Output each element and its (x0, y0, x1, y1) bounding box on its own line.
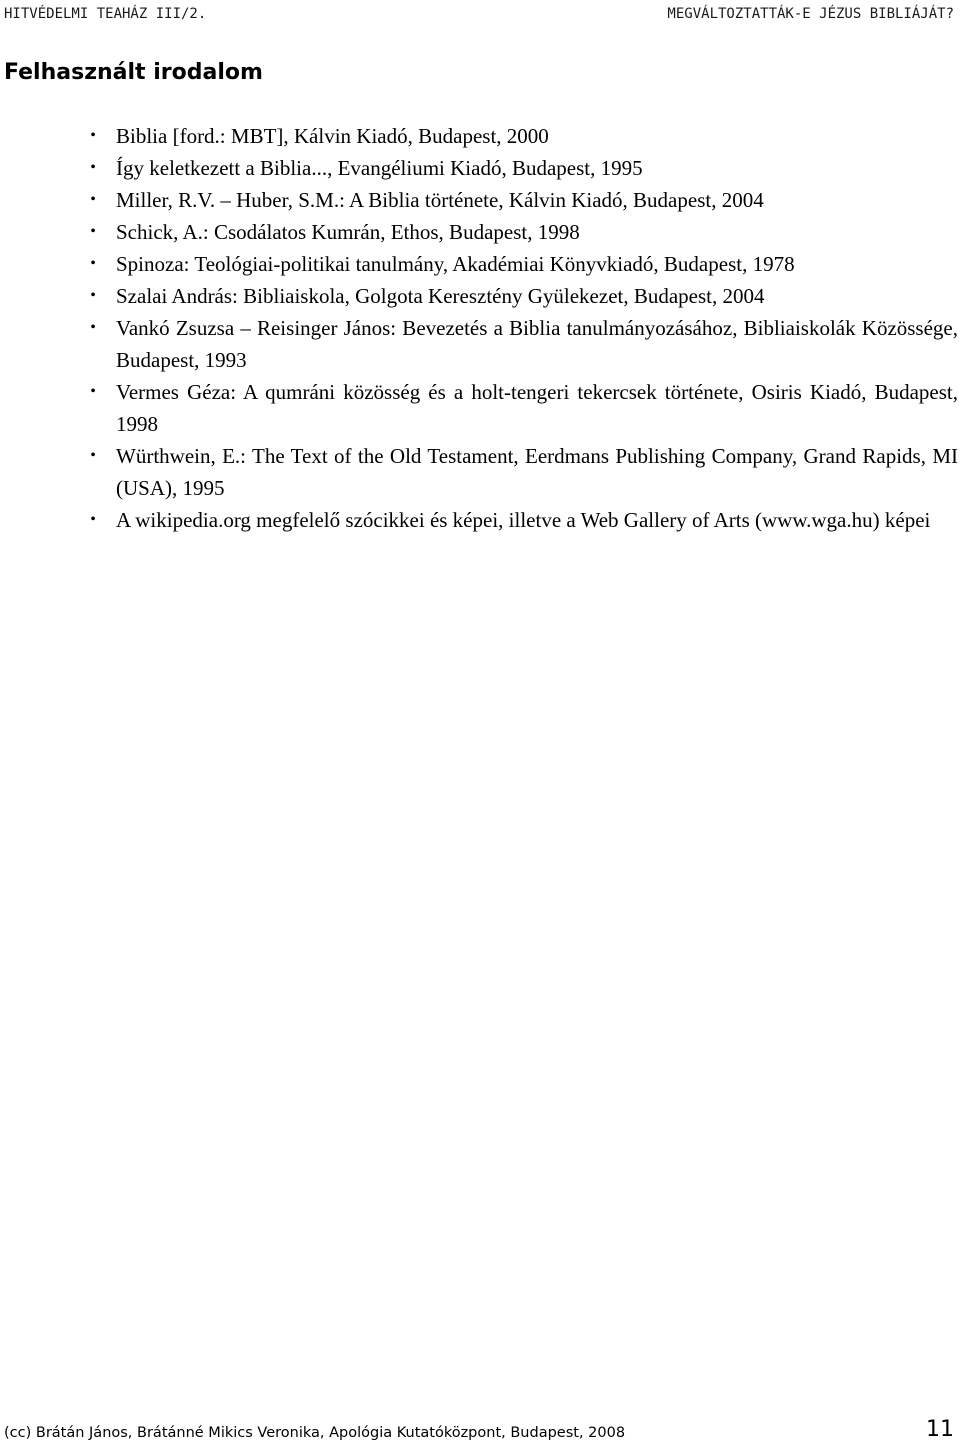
bullet-icon: • (90, 223, 96, 240)
bullet-icon: • (90, 447, 96, 464)
bibliography-item-text: Biblia [ford.: MBT], Kálvin Kiadó, Budapest, 2000 (116, 124, 549, 148)
bibliography-item (88, 280, 958, 312)
page-number: 11 (926, 1417, 954, 1442)
bullet-icon: • (90, 383, 96, 400)
bibliography-item-text: Miller, R.V. – Huber, S.M.: A Biblia története, Kálvin Kiadó, Budapest, 2004 (116, 188, 764, 212)
bullet-icon: • (90, 287, 96, 304)
bibliography-item (88, 248, 958, 280)
bibliography-item (88, 440, 958, 504)
bullet-icon: • (90, 319, 96, 336)
header-right-title: MEGVÁLTOZTATTÁK-E JÉZUS BIBLIÁJÁT? (667, 6, 954, 22)
running-header (4, 4, 954, 26)
bibliography-item-text: Így keletkezett a Biblia..., Evangéliumi Kiadó, Budapest, 1995 (116, 156, 643, 180)
bibliography-item-text: Spinoza: Teológiai-politikai tanulmány, Akadémiai Könyvkiadó, Budapest, 1978 (116, 252, 795, 276)
section-title: Felhasznált irodalom (4, 60, 263, 85)
bibliography-item-text: Szalai András: Bibliaiskola, Golgota Keresztény Gyülekezet, Budapest, 2004 (116, 284, 765, 308)
bibliography-item-text: Schick, A.: Csodálatos Kumrán, Ethos, Budapest, 1998 (116, 220, 580, 244)
bibliography-item-text: Würthwein, E.: The Text of the Old Testament, Eerdmans Publishing Company, Grand Rapids, MI (USA), 1995 (116, 444, 958, 500)
bibliography-item-text: Vermes Géza: A qumráni közösség és a holt-tengeri tekercsek története, Osiris Kiadó, Budapest, 1998 (116, 380, 958, 436)
bibliography-item (88, 504, 958, 536)
bullet-icon: • (90, 511, 96, 528)
bibliography-item (88, 152, 958, 184)
page-footer (4, 1414, 954, 1444)
bibliography-item (88, 216, 958, 248)
bibliography-item (88, 312, 958, 376)
bullet-icon: • (90, 191, 96, 208)
header-left-title: HITVÉDELMI TEAHÁZ III/2. (4, 6, 207, 22)
bibliography-item (88, 120, 958, 152)
bullet-icon: • (90, 255, 96, 272)
footer-credit: (cc) Brátán János, Brátánné Mikics Veronika, Apológia Kutatóközpont, Budapest, 2008 (4, 1425, 626, 1441)
bibliography-item-text: Vankó Zsuzsa – Reisinger János: Bevezetés a Biblia tanulmányozásához, Bibliaiskolák Közössége, Budapest, 1993 (116, 316, 958, 372)
bullet-icon: • (90, 127, 96, 144)
bibliography-item (88, 184, 958, 216)
bibliography-item (88, 376, 958, 440)
bibliography-list (88, 120, 958, 536)
bibliography-item-text: A wikipedia.org megfelelő szócikkei és képei, illetve a Web Gallery of Arts (www.wga.hu) képei (116, 508, 931, 532)
bullet-icon: • (90, 159, 96, 176)
